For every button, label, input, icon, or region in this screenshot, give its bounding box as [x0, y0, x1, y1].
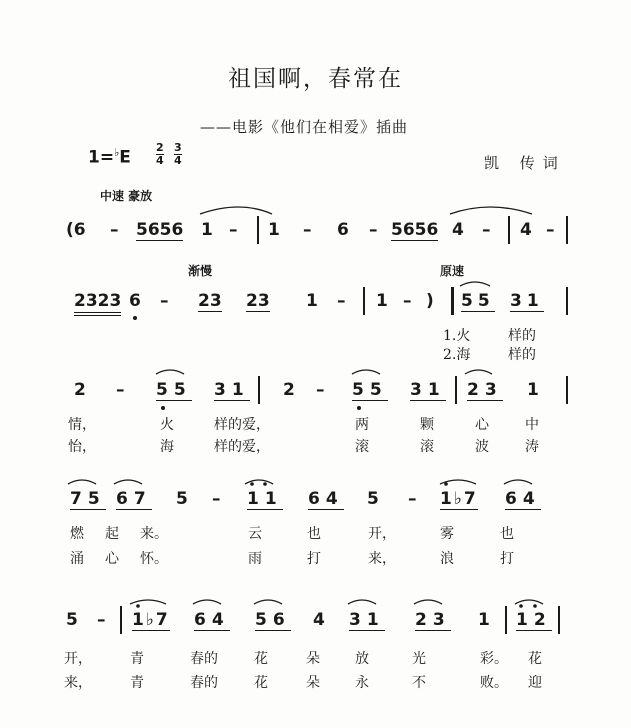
dash: – [229, 220, 238, 240]
note-group: 31 [214, 380, 250, 400]
note: 4 [313, 610, 325, 630]
note-group: 1♭7 [132, 610, 170, 630]
barline [566, 216, 568, 244]
lyricist: 凯 传词 [484, 154, 566, 172]
dash: – [482, 220, 491, 240]
ritardando-mark: 渐慢 [188, 264, 213, 278]
note: 6 [129, 291, 141, 311]
note-group: 23 [415, 610, 451, 630]
note-group: 23 [198, 291, 222, 311]
note-group: 23 [246, 291, 270, 311]
dash: – [316, 380, 325, 400]
note-group: 12 [516, 610, 552, 630]
note: (6 [66, 220, 86, 240]
note: 6 [337, 220, 349, 240]
note-group: 64 [505, 489, 541, 509]
barline [566, 376, 568, 404]
dash: – [337, 291, 346, 311]
dash: – [546, 220, 555, 240]
note-group: 64 [194, 610, 230, 630]
note-group: 67 [116, 489, 152, 509]
note-group: 55 [461, 291, 495, 311]
barline [508, 216, 510, 244]
a-tempo-mark: 原速 [440, 264, 465, 278]
dash: – [160, 291, 169, 311]
note: 1 [306, 291, 318, 311]
dash: – [403, 291, 412, 311]
barline [258, 376, 260, 404]
time-signature-3-4: 3 4 [174, 141, 182, 167]
note: 1 [527, 380, 539, 400]
note-group: 23 [467, 380, 503, 400]
time-signature-2-4: 2 4 [156, 141, 164, 167]
note-group: 75 [70, 489, 106, 509]
note: 1 [376, 291, 388, 311]
tempo-marking: 中速 豪放 [100, 189, 153, 203]
repeat-barline [451, 287, 454, 315]
note-group: 11 [247, 489, 283, 509]
note-group: 31 [510, 291, 544, 311]
note: 1 [201, 220, 213, 240]
note-group: 31 [349, 610, 385, 630]
dash: – [110, 220, 119, 240]
note-group: 5656 [136, 220, 184, 240]
note: 5 [176, 489, 188, 509]
note-group: 55 [156, 380, 192, 400]
note-group: 56 [255, 610, 291, 630]
note-group: 55 [352, 380, 388, 400]
note-group: 31 [410, 380, 446, 400]
dash: – [369, 220, 378, 240]
dash: – [408, 489, 417, 509]
dash: – [303, 220, 312, 240]
note-group: 5656 [391, 220, 439, 240]
dash: – [116, 380, 125, 400]
note: 4 [452, 220, 464, 240]
dash: – [212, 489, 221, 509]
note: 2 [283, 380, 295, 400]
barline [455, 376, 457, 404]
barline [120, 606, 122, 634]
barline [505, 606, 507, 634]
note: 2 [74, 380, 86, 400]
note-group: 64 [308, 489, 344, 509]
dash: – [97, 610, 106, 630]
subtitle: ——电影《他们在相爱》插曲 [200, 118, 409, 136]
note-group: 1♭7 [440, 489, 478, 509]
note-group: 2323 [74, 291, 121, 316]
note: 1 [268, 220, 280, 240]
note: 5 [367, 489, 379, 509]
barline [566, 287, 568, 315]
barline [363, 287, 365, 315]
paren: ) [426, 291, 434, 311]
barline [558, 606, 560, 634]
barline [257, 216, 259, 244]
page-title: 祖国啊，春常在 [228, 66, 403, 92]
note: 5 [66, 610, 78, 630]
note: 4 [520, 220, 532, 240]
key-signature: 1=♭E [88, 146, 131, 168]
note: 1 [478, 610, 490, 630]
